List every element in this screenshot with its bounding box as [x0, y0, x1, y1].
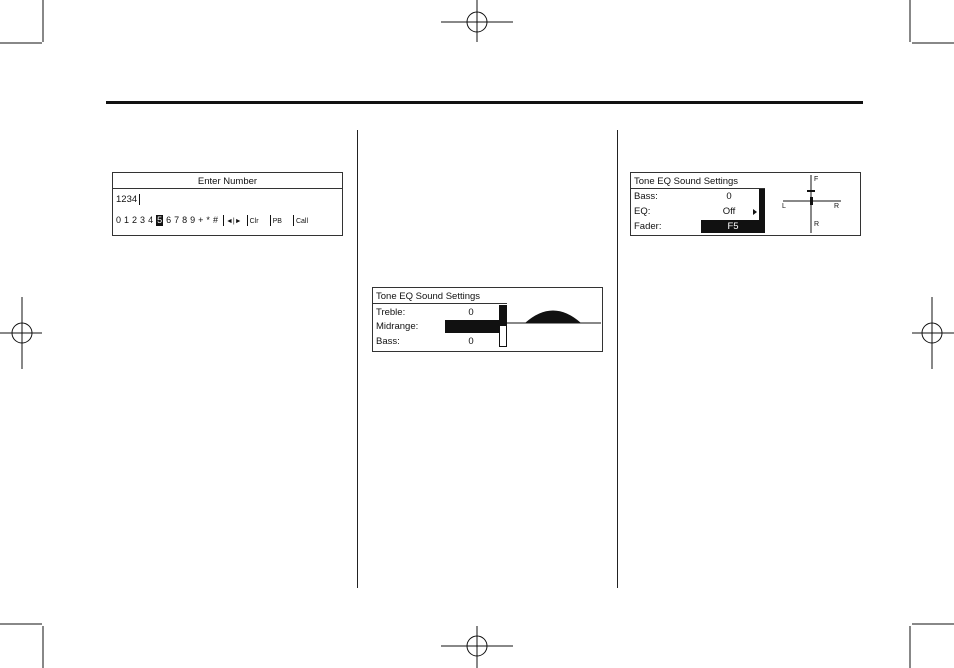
screen-title: Tone EQ Sound Settings [634, 176, 739, 187]
separator [270, 215, 271, 226]
bass-value: 0 [468, 336, 474, 347]
keypad-key-0[interactable]: 0 [116, 215, 122, 226]
clear-softkey[interactable]: Clr [249, 218, 259, 226]
treble-label: Treble: [376, 307, 406, 318]
tone-eq-midrange-screen [372, 287, 603, 352]
keypad-key-3[interactable]: 3 [140, 215, 146, 226]
level-scrollbar[interactable] [759, 189, 765, 233]
separator [223, 215, 224, 226]
keypad-key-7[interactable]: 7 [174, 215, 180, 226]
keypad-key-12[interactable]: # [212, 215, 218, 226]
eq-label: EQ: [634, 206, 651, 217]
call-softkey[interactable]: Call [295, 218, 308, 226]
fader-label: Fader: [634, 221, 662, 232]
phonebook-softkey[interactable]: PB [272, 218, 282, 226]
keypad-key-1[interactable]: 1 [124, 215, 130, 226]
column-divider-1 [357, 130, 358, 588]
keypad-row [116, 215, 311, 227]
text-cursor [139, 194, 140, 205]
left-label: L [782, 203, 786, 210]
title-rule [631, 188, 765, 189]
enter-number-screen [112, 172, 343, 236]
fader-value[interactable]: F5 [701, 220, 765, 233]
back-softkey[interactable]: ◄|► [225, 218, 242, 226]
front-label: F [814, 176, 819, 183]
bass-label: Bass: [376, 336, 400, 347]
column-divider-2 [617, 130, 618, 588]
title-rule [113, 188, 342, 189]
submenu-arrow-icon [753, 209, 757, 215]
keypad-keys [116, 215, 221, 226]
separator [247, 215, 248, 226]
entered-digits: 1234 [116, 194, 138, 206]
tone-eq-fader-screen [630, 172, 861, 236]
entered-number [116, 194, 140, 205]
rear-label: R [814, 221, 820, 228]
eq-value[interactable]: Off [722, 206, 736, 217]
keypad-key-9[interactable]: 9 [190, 215, 196, 226]
keypad-key-4[interactable]: 4 [148, 215, 154, 226]
level-scrollbar[interactable] [499, 305, 507, 347]
keypad-key-5[interactable]: 5 [157, 215, 163, 226]
bass-value: 0 [726, 191, 732, 202]
keypad-key-2[interactable]: 2 [132, 215, 138, 226]
keypad-key-6[interactable]: 6 [166, 215, 172, 226]
screen-title: Enter Number [197, 176, 258, 187]
screen-title: Tone EQ Sound Settings [376, 291, 481, 302]
bass-label: Bass: [634, 191, 658, 202]
separator [293, 215, 294, 226]
keypad-key-8[interactable]: 8 [182, 215, 188, 226]
right-label: R [834, 203, 840, 210]
keypad-key-11[interactable]: * [206, 215, 210, 226]
midrange-label: Midrange: [376, 321, 419, 332]
eq-curve-graphic [507, 304, 601, 350]
title-rule [373, 303, 507, 304]
header-rule [106, 101, 863, 104]
treble-value: 0 [468, 307, 474, 318]
midrange-selection-bar[interactable] [445, 320, 500, 333]
keypad-key-10[interactable]: + [198, 215, 204, 226]
level-scrollbar-fill [500, 306, 506, 326]
